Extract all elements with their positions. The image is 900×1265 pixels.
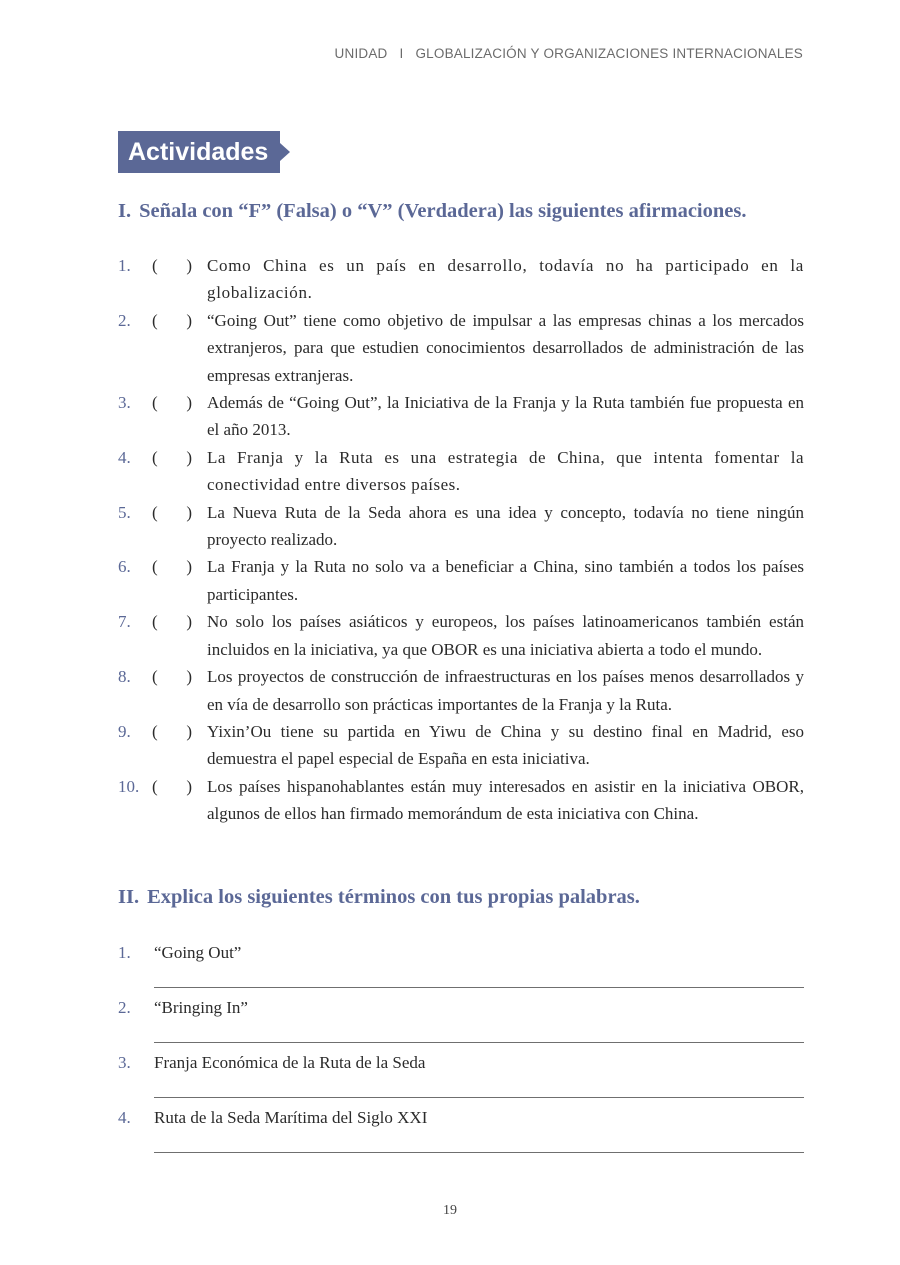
tf-item	[118, 444, 804, 499]
tf-item-number: 5.	[118, 502, 131, 522]
tf-item-text: No solo los países asiáticos y europeos, los países latinoamericanos también están incluidos en la iniciativa, ya que OBOR es una iniciativa abierta a todo el mundo.	[207, 612, 804, 659]
activities-tag: Actividades	[118, 131, 280, 173]
term-item	[118, 1104, 804, 1159]
answer-line[interactable]	[154, 1097, 804, 1098]
tf-item-number: 7.	[118, 612, 131, 632]
term-text: “Going Out”	[154, 943, 242, 962]
tf-item-number: 10.	[118, 776, 140, 796]
tf-answer-blank[interactable]: ( )	[152, 612, 192, 632]
tf-item-text: Los proyectos de construcción de infraestructuras en los países menos desarrollados y en vía de desarrollo son prácticas importantes de la Franja y la Ruta.	[207, 667, 804, 714]
tf-item	[118, 499, 804, 554]
tf-item-number: 1.	[118, 256, 131, 275]
page-number: 19	[443, 1203, 457, 1218]
term-number: 2.	[118, 998, 131, 1017]
part1-heading	[118, 200, 746, 223]
term-item	[118, 939, 804, 994]
tf-answer-blank[interactable]: ( )	[152, 447, 192, 467]
tf-item-number: 4.	[118, 447, 131, 467]
header-unit: UNIDAD	[334, 46, 388, 61]
tf-answer-blank[interactable]: ( )	[152, 776, 192, 796]
tf-answer-blank[interactable]: ( )	[152, 256, 192, 275]
term-number: 3.	[118, 1053, 131, 1072]
term-text: “Bringing In”	[154, 998, 248, 1017]
tf-answer-blank[interactable]: ( )	[152, 393, 192, 413]
running-header	[335, 46, 803, 61]
answer-line[interactable]	[154, 1152, 804, 1153]
part2-numeral: II.	[118, 886, 140, 908]
tf-item	[118, 663, 804, 718]
part2-heading	[118, 886, 640, 909]
tf-item-text: Además de “Going Out”, la Iniciativa de la Franja y la Ruta también fue propuesta en el año 2013.	[207, 393, 804, 440]
header-unit-number: I	[399, 46, 404, 61]
tf-item-text: Yixin’Ou tiene su partida en Yiwu de China y su destino final en Madrid, eso demuestra el papel especial de España en esta iniciativa.	[207, 721, 804, 769]
tf-item-number: 3.	[118, 393, 131, 413]
tf-item-number: 6.	[118, 557, 131, 577]
answer-line[interactable]	[154, 987, 804, 988]
tf-item	[118, 553, 804, 608]
true-false-list	[118, 252, 804, 828]
tf-item-text: Los países hispanohablantes están muy interesados en asistir en la iniciativa OBOR, algunos de ellos han firmado memorándum de esta iniciativa con China.	[207, 776, 804, 824]
tf-answer-blank[interactable]: ( )	[152, 502, 192, 522]
terms-list	[118, 939, 804, 1159]
term-text: Franja Económica de la Ruta de la Seda	[154, 1053, 426, 1072]
tf-item	[118, 252, 804, 307]
tf-item	[118, 718, 804, 773]
tf-item	[118, 389, 804, 444]
header-title: GLOBALIZACIÓN Y ORGANIZACIONES INTERNACIONALES	[415, 46, 803, 61]
tf-item-text: La Franja y la Ruta es una estrategia de China, que intenta fomentar la conectividad entre diversos países.	[207, 447, 804, 495]
tf-answer-blank[interactable]: ( )	[152, 721, 192, 741]
tf-item	[118, 608, 804, 663]
tf-answer-blank[interactable]: ( )	[152, 557, 192, 577]
tf-item	[118, 773, 804, 828]
term-number: 4.	[118, 1108, 131, 1127]
tf-item-text: La Nueva Ruta de la Seda ahora es una idea y concepto, todavía no tiene ningún proyecto realizado.	[207, 502, 804, 550]
term-number: 1.	[118, 943, 131, 962]
tf-answer-blank[interactable]: ( )	[152, 667, 192, 687]
answer-line[interactable]	[154, 1042, 804, 1043]
part1-title: Señala con “F” (Falsa) o “V” (Verdadera) las siguientes afirmaciones.	[139, 200, 747, 222]
tf-item-number: 8.	[118, 667, 131, 687]
part1-numeral: I.	[118, 200, 132, 222]
tf-item-text: “Going Out” tiene como objetivo de impulsar a las empresas chinas a los mercados extranjeros, para que estudien conocimientos desarrollados de administración de las empresas extranjeras.	[207, 310, 804, 385]
tf-item-text: La Franja y la Ruta no solo va a beneficiar a China, sino también a todos los países participantes.	[207, 557, 804, 604]
term-item	[118, 994, 804, 1049]
tf-item-text: Como China es un país en desarrollo, todavía no ha participado en la globalización.	[207, 256, 804, 303]
tf-item-number: 2.	[118, 310, 131, 330]
part2-title: Explica los siguientes términos con tus propias palabras.	[147, 886, 640, 908]
term-text: Ruta de la Seda Marítima del Siglo XXI	[154, 1108, 428, 1127]
tf-item	[118, 307, 804, 389]
tf-answer-blank[interactable]: ( )	[152, 310, 192, 330]
term-item	[118, 1049, 804, 1104]
tf-item-number: 9.	[118, 721, 131, 741]
